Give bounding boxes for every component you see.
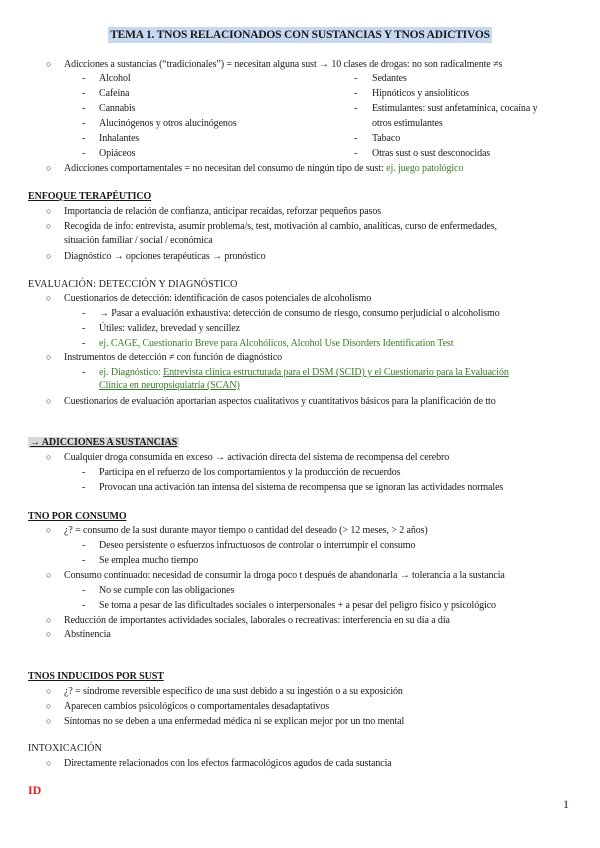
- bullet-dash: -: [82, 103, 86, 114]
- bullet-circle: ○: [46, 352, 52, 362]
- adicciones-item: Cualquier droga consumida en exceso → activación directa del sistema de recompensa del cerebro: [64, 452, 450, 463]
- intoxicacion-item: Directamente relacionados con los efectos farmacológicos agudos de cada sustancia: [64, 758, 392, 769]
- left-col-item: Cannabis: [99, 103, 136, 114]
- section-heading-tnos-inducidos: TNOS INDUCIDOS POR SUST: [28, 671, 164, 682]
- bullet-circle: ○: [46, 701, 52, 711]
- bullet-circle: ○: [46, 206, 52, 216]
- intro-item-2: [64, 162, 463, 175]
- bullet-dash: -: [354, 133, 358, 144]
- enfoque-item-cont: situación familiar / social / económica: [64, 235, 213, 246]
- section-heading-tno-consumo: TNO POR CONSUMO: [28, 511, 127, 522]
- right-col-item: Hipnóticos y ansiolíticos: [372, 88, 469, 99]
- intro-item-2-text: Adicciones comportamentales = no necesitan del consumo de ningún tipo de sust:: [64, 163, 387, 174]
- bullet-dash: -: [82, 600, 86, 611]
- enfoque-item: Importancia de relación de confianza, anticipar recaídas, reforzar pequeños pasos: [64, 206, 382, 217]
- section-heading-adicciones: [28, 436, 179, 449]
- page-number: 1: [563, 797, 569, 811]
- left-col-item: Opiáceos: [99, 148, 136, 159]
- left-col-item: Inhalantes: [99, 133, 140, 144]
- right-col-item: Estimulantes: sust anfetamínica, cocaína y: [372, 103, 538, 114]
- bullet-dash: -: [354, 103, 358, 114]
- bullet-dash: -: [82, 555, 86, 566]
- bullet-dash: -: [82, 323, 86, 334]
- right-col-item: Sedantes: [372, 73, 407, 84]
- enfoque-item: Diagnóstico → opciones terapéuticas → pronóstico: [64, 251, 266, 262]
- id-mark: ID: [28, 783, 42, 797]
- evaluacion-subitem: → Pasar a evaluación exhaustiva: detección de consumo de riesgo, consumo perjudicial o alcoholismo: [99, 308, 500, 319]
- tno-consumo-subitem: No se cumple con las obligaciones: [99, 585, 235, 596]
- evaluacion-example-diagnostico: [99, 366, 509, 379]
- tno-consumo-item: Abstinencia: [64, 629, 111, 640]
- bullet-circle: ○: [46, 570, 52, 580]
- bullet-circle: ○: [46, 615, 52, 625]
- evaluacion-example-scid: Entrevista clínica estructurada para el DSM (SCID) y el Cuestionario para la Evaluación: [163, 367, 509, 378]
- bullet-circle: ○: [46, 452, 52, 462]
- bullet-dash: -: [82, 467, 86, 478]
- tno-consumo-item: Reducción de importantes actividades sociales, laborales o recreativas: interferencia en su día a día: [64, 615, 450, 626]
- section-heading-enfoque: ENFOQUE TERAPÉUTICO: [28, 191, 152, 202]
- evaluacion-item: Instrumentos de detección ≠ con función de diagnóstico: [64, 352, 283, 363]
- bullet-circle: ○: [46, 251, 52, 261]
- tno-consumo-subitem: Deseo persistente o esfuerzos infructuosos de controlar o interrumpir el consumo: [99, 540, 416, 551]
- bullet-dash: -: [82, 88, 86, 99]
- evaluacion-item: Cuestionarios de detección: identificación de casos potenciales de alcoholismo: [64, 293, 372, 304]
- left-col-item: Cafeína: [99, 88, 130, 99]
- page-title: TEMA 1. TNOS RELACIONADOS CON SUSTANCIAS Y TNOS ADICTIVOS: [108, 27, 492, 43]
- tno-consumo-item: ¿? = consumo de la sust durante mayor tiempo o cantidad del deseado (> 12 meses, > 2 años): [64, 525, 428, 536]
- section-heading-adicciones-text: → ADICCIONES A SUSTANCIAS: [30, 437, 178, 448]
- section-heading-evaluacion: EVALUACIÓN: DETECCIÓN Y DIAGNÓSTICO: [28, 279, 238, 290]
- bullet-circle: ○: [46, 716, 52, 726]
- enfoque-item: Recogida de info: entrevista, asumir problema/s, test, motivación al cambio, analíticas, curso de enfermedades,: [64, 221, 497, 232]
- bullet-circle: ○: [46, 758, 52, 768]
- section-heading-intoxicacion: INTOXICACIÓN: [28, 743, 102, 754]
- adicciones-subitem: Provocan una activación tan intensa del sistema de recompensa que se ignoran las actividades normales: [99, 482, 504, 493]
- bullet-circle: ○: [46, 686, 52, 696]
- evaluacion-subitem: Útiles: validez, brevedad y sencillez: [99, 323, 240, 334]
- bullet-dash: -: [82, 148, 86, 159]
- tno-consumo-subitem: Se toma a pesar de las dificultades sociales o interpersonales + a pesar del peligro físico y psicológico: [99, 600, 496, 611]
- bullet-dash: -: [354, 148, 358, 159]
- bullet-dash: -: [82, 133, 86, 144]
- evaluacion-item: Cuestionarios de evaluación aportarían aspectos cualitativos y cuantitativos básicos para la planificación de tto: [64, 396, 496, 407]
- right-col-item-cont: otros estimulantes: [372, 118, 443, 129]
- tno-consumo-subitem: Se emplea mucho tiempo: [99, 555, 199, 566]
- bullet-circle: ○: [46, 221, 52, 231]
- intro-item-1: Adicciones a sustancias (“tradicionales”) = necesitan alguna sust → 10 clases de drogas: no son radicalmente ≠s: [64, 59, 503, 70]
- bullet-dash: -: [354, 73, 358, 84]
- bullet-circle: ○: [46, 629, 52, 639]
- left-col-item: Alcohol: [99, 73, 131, 84]
- bullet-circle: ○: [46, 163, 52, 173]
- left-col-item: Alucinógenos y otros alucinógenos: [99, 118, 237, 129]
- bullet-dash: -: [82, 338, 86, 349]
- bullet-dash: -: [82, 367, 86, 378]
- bullet-dash: -: [82, 73, 86, 84]
- bullet-circle: ○: [46, 525, 52, 535]
- evaluacion-example-scan: Clínica en neuropsiquiatría (SCAN): [99, 380, 240, 391]
- tnos-inducidos-item: Aparecen cambios psicológicos o comportamentales desadaptativos: [64, 701, 330, 712]
- bullet-dash: -: [354, 88, 358, 99]
- right-col-item: Tabaco: [372, 133, 401, 144]
- tnos-inducidos-item: ¿? = síndrome reversible específico de una sust debido a su ingestión o a su exposición: [64, 686, 403, 697]
- bullet-circle: ○: [46, 396, 52, 406]
- evaluacion-example: ej. CAGE, Cuestionario Breve para Alcohólicos, Alcohol Use Disorders Identification Test: [99, 338, 454, 349]
- bullet-dash: -: [82, 118, 86, 129]
- bullet-circle: ○: [46, 293, 52, 303]
- tno-consumo-item: Consumo continuado: necesidad de consumir la droga poco t después de abandonarla → tolerancia a la sustancia: [64, 570, 505, 581]
- evaluacion-example-prefix: ej. Diagnóstico:: [99, 367, 164, 378]
- bullet-dash: -: [82, 308, 86, 319]
- right-col-item: Otras sust o sust desconocidas: [372, 148, 491, 159]
- bullet-circle: ○: [46, 59, 52, 69]
- intro-item-2-example: ej. juego patológico: [386, 163, 464, 174]
- bullet-dash: -: [82, 540, 86, 551]
- adicciones-subitem: Participa en el refuerzo de los comportamientos y la producción de recuerdos: [99, 467, 401, 478]
- bullet-dash: -: [82, 585, 86, 596]
- tnos-inducidos-item: Síntomas no se deben a una enfermedad médica ni se explican mejor por un tno mental: [64, 716, 405, 727]
- bullet-dash: -: [82, 482, 86, 493]
